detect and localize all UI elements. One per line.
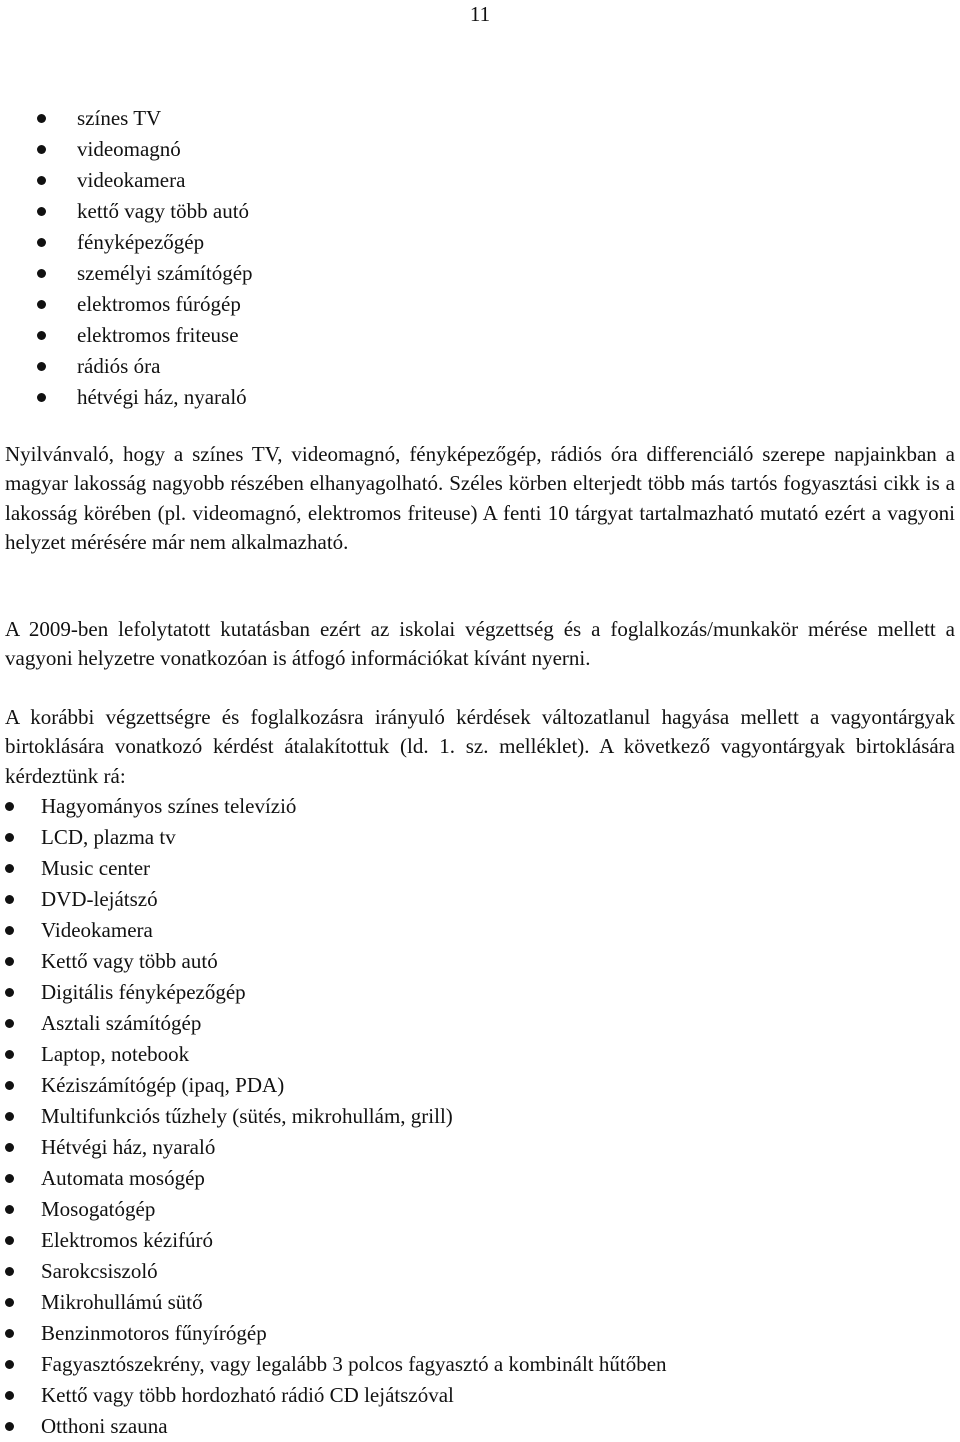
list-item-label: Asztali számítógép	[41, 1011, 202, 1035]
list-item-label: Laptop, notebook	[41, 1042, 190, 1066]
asset-list-new	[0, 791, 667, 1442]
list-item	[0, 1349, 667, 1380]
list-item-label: személyi számítógép	[77, 261, 253, 285]
paragraph: Nyilvánvaló, hogy a színes TV, videomagnó, fényképezőgép, rádiós óra differenciáló szerepe napjainkban a magyar lakosság nagyobb részében elhanyagolható. Széles körben elterjedt több más tartós fogyasztási cikk is a lakosság körében (pl. videomagnó, elektromos friteuse) A fenti 10 tárgyat tartalmazható mutató ezért a vagyoni helyzet mérésére már nem alkalmazható.	[5, 442, 955, 554]
list-item	[0, 196, 253, 227]
list-item-label: Sarokcsiszoló	[41, 1259, 158, 1283]
list-item-label: Kéziszámítógép (ipaq, PDA)	[41, 1073, 285, 1097]
list-item	[0, 289, 253, 320]
bullet-icon	[5, 1422, 14, 1431]
bullet-icon	[5, 1205, 14, 1214]
list-item-label: Benzinmotoros fűnyírógép	[41, 1321, 267, 1345]
list-item	[0, 1008, 667, 1039]
bullet-icon	[5, 802, 14, 811]
list-item	[0, 884, 667, 915]
asset-list-old	[0, 103, 253, 413]
bullet-icon	[5, 957, 14, 966]
list-item	[0, 1256, 667, 1287]
list-item	[0, 791, 667, 822]
list-item	[0, 165, 253, 196]
bullet-icon	[5, 1050, 14, 1059]
bullet-icon	[5, 1298, 14, 1307]
bullet-icon	[37, 176, 46, 185]
list-item	[0, 977, 667, 1008]
bullet-icon	[37, 207, 46, 216]
list-item-label: Music center	[41, 856, 151, 880]
bullet-icon	[5, 1329, 14, 1338]
list-item	[0, 946, 667, 977]
list-item	[0, 1318, 667, 1349]
list-item	[0, 320, 253, 351]
list-item	[0, 382, 253, 413]
list-item-label: elektromos friteuse	[77, 323, 239, 347]
page-number: 11	[469, 2, 491, 26]
list-item-label: hétvégi ház, nyaraló	[77, 385, 247, 409]
list-item-label: Fagyasztószekrény, vagy legalább 3 polcos fagyasztó a kombinált hűtőben	[41, 1352, 667, 1376]
list-item-label: rádiós óra	[77, 354, 161, 378]
list-item	[0, 915, 667, 946]
list-item-label: Otthoni szauna	[41, 1414, 168, 1438]
list-item-label: Digitális fényképezőgép	[41, 980, 246, 1004]
bullet-icon	[37, 269, 46, 278]
list-item-label: Hagyományos színes televízió	[41, 794, 297, 818]
list-item	[0, 1039, 667, 1070]
list-item	[0, 1070, 667, 1101]
list-item	[0, 258, 253, 289]
list-item	[0, 853, 667, 884]
bullet-icon	[37, 362, 46, 371]
bullet-icon	[5, 1236, 14, 1245]
bullet-icon	[5, 1391, 14, 1400]
bullet-icon	[5, 926, 14, 935]
bullet-icon	[5, 833, 14, 842]
bullet-icon	[5, 988, 14, 997]
bullet-icon	[5, 1360, 14, 1369]
list-item	[0, 1380, 667, 1411]
list-item	[0, 1194, 667, 1225]
list-item-label: elektromos fúrógép	[77, 292, 241, 316]
bullet-icon	[5, 895, 14, 904]
bullet-icon	[37, 114, 46, 123]
list-item-label: videokamera	[77, 168, 186, 192]
bullet-icon	[5, 1174, 14, 1183]
list-item	[0, 1132, 667, 1163]
list-item-label: kettő vagy több autó	[77, 199, 250, 223]
bullet-icon	[5, 1143, 14, 1152]
list-item-label: DVD-lejátszó	[41, 887, 158, 911]
list-item	[0, 1225, 667, 1256]
list-item	[0, 1411, 667, 1442]
bullet-icon	[37, 238, 46, 247]
list-item-label: Multifunkciós tűzhely (sütés, mikrohullám, grill)	[41, 1104, 453, 1128]
list-item-label: LCD, plazma tv	[41, 825, 176, 849]
list-item-label: Mikrohullámú sütő	[41, 1290, 203, 1314]
list-item	[0, 1163, 667, 1194]
list-item	[0, 1101, 667, 1132]
bullet-icon	[37, 145, 46, 154]
paragraph: A 2009-ben lefolytatott kutatásban ezért az iskolai végzettség és a foglalkozás/munkakör mérése mellett a vagyoni helyzetre vonatkozóan is átfogó információkat kívánt nyerni.	[5, 617, 955, 671]
list-item-label: videomagnó	[77, 137, 181, 161]
list-item-label: fényképezőgép	[77, 230, 205, 254]
list-item-label: Automata mosógép	[41, 1166, 205, 1190]
list-item-label: Kettő vagy több autó	[41, 949, 218, 973]
list-item	[0, 134, 253, 165]
bullet-icon	[5, 1019, 14, 1028]
bullet-icon	[5, 1112, 14, 1121]
list-item-label: Kettő vagy több hordozható rádió CD lejátszóval	[41, 1383, 454, 1407]
list-item-label: Hétvégi ház, nyaraló	[41, 1135, 216, 1159]
list-item-label: Elektromos kézifúró	[41, 1228, 214, 1252]
list-item	[0, 822, 667, 853]
bullet-icon	[37, 331, 46, 340]
list-item	[0, 1287, 667, 1318]
bullet-icon	[5, 1267, 14, 1276]
list-item-label: Mosogatógép	[41, 1197, 156, 1221]
bullet-icon	[5, 1081, 14, 1090]
bullet-icon	[37, 393, 46, 402]
bullet-icon	[37, 300, 46, 309]
list-item-label: Videokamera	[41, 918, 153, 942]
list-item-label: színes TV	[77, 106, 162, 130]
list-item	[0, 103, 253, 134]
list-item	[0, 351, 253, 382]
paragraph: A korábbi végzettségre és foglalkozásra irányuló kérdések változatlanul hagyása mellett a vagyontárgyak birtoklására vonatkozó kérdést átalakítottuk (ld. 1. sz. melléklet). A következő vagyontárgyak birtoklására kérdeztünk rá:	[5, 705, 955, 788]
bullet-icon	[5, 864, 14, 873]
list-item	[0, 227, 253, 258]
